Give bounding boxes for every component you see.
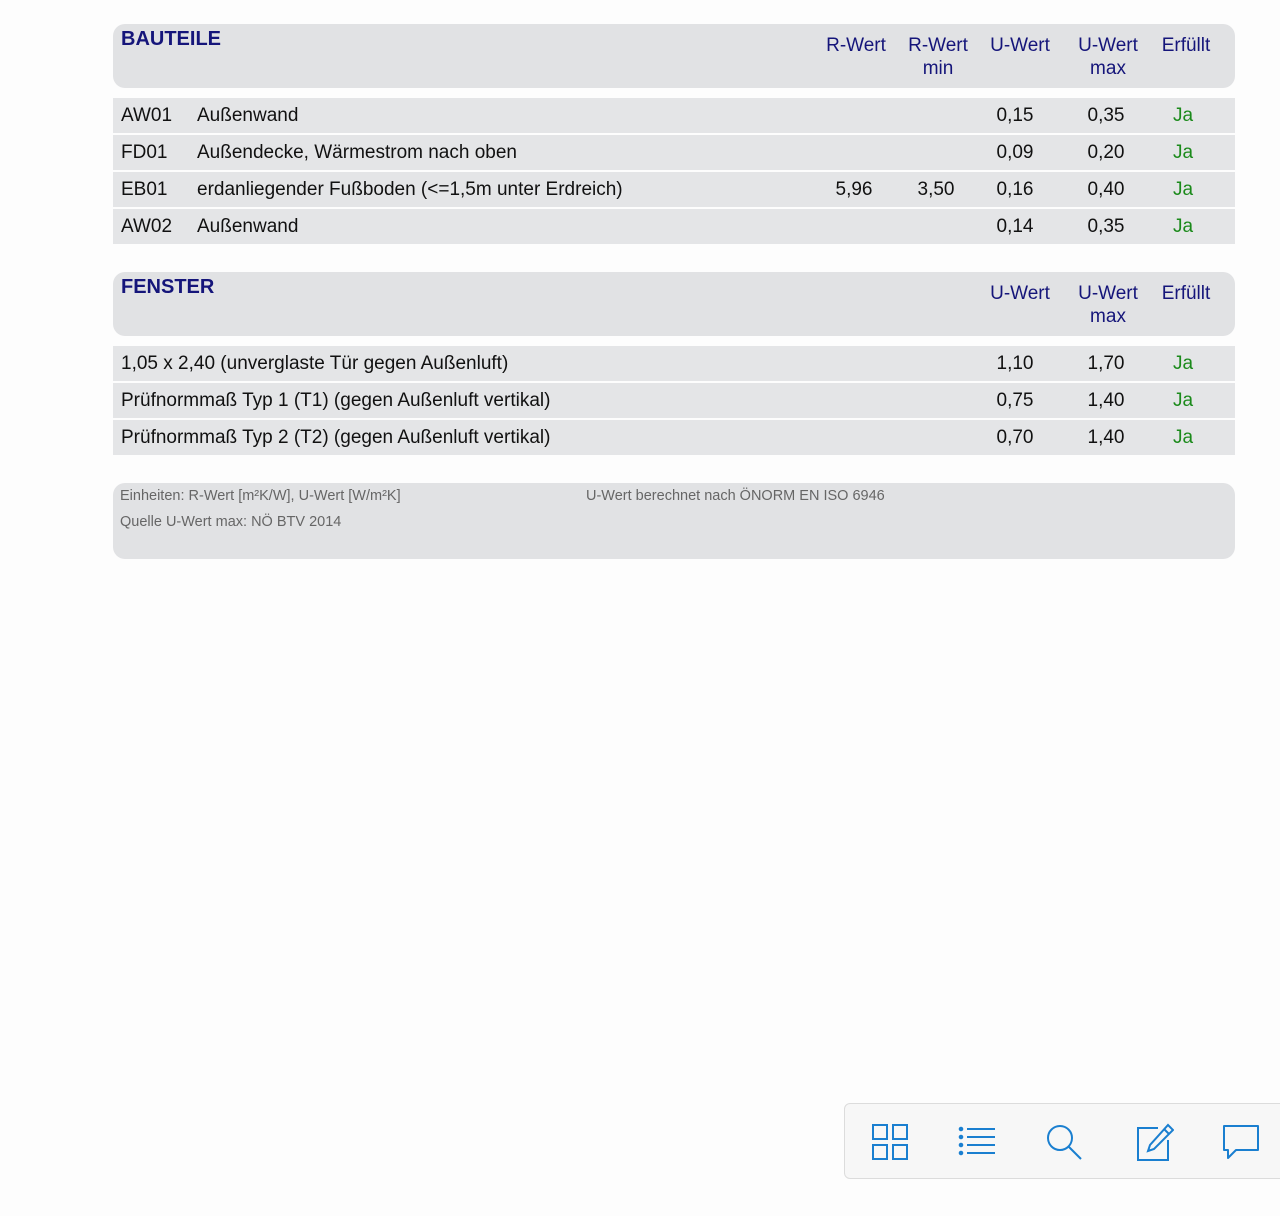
col-header-u-wert-max: U-Wert max (1078, 35, 1138, 79)
bauteil-code: EB01 (121, 179, 168, 200)
comment-icon (1220, 1122, 1260, 1162)
search-button[interactable] (1042, 1120, 1086, 1164)
col-header-u-wert: U-Wert (990, 35, 1050, 56)
bauteil-name: Außenwand (197, 105, 299, 126)
erfuellt-value: Ja (1172, 105, 1194, 126)
table-row (113, 420, 1235, 455)
calc-note: U-Wert berechnet nach ÖNORM EN ISO 6946 (586, 488, 885, 504)
list-icon (957, 1122, 997, 1162)
source-note: Quelle U-Wert max: NÖ BTV 2014 (120, 514, 342, 530)
u-wert-max-value: 0,35 (1087, 216, 1125, 237)
edit-icon (1134, 1122, 1174, 1162)
footer-notes (113, 483, 1235, 559)
erfuellt-value: Ja (1172, 427, 1194, 448)
erfuellt-value: Ja (1172, 390, 1194, 411)
bauteil-name: Außendecke, Wärmestrom nach oben (197, 142, 517, 163)
col-header-r-wert-min: R-Wert min (908, 35, 968, 79)
bauteil-name: erdanliegender Fußboden (<=1,5m unter Erdreich) (197, 179, 623, 200)
col-header-u-wert-max: U-Wert max (1078, 283, 1138, 327)
u-wert-value: 1,10 (996, 353, 1034, 374)
u-wert-max-value: 1,70 (1087, 353, 1125, 374)
u-wert-max-value: 0,35 (1087, 105, 1125, 126)
table-row (113, 135, 1235, 170)
comment-button[interactable] (1218, 1120, 1262, 1164)
col-header-r-wert: R-Wert (826, 35, 886, 56)
u-wert-value: 0,09 (996, 142, 1034, 163)
fenster-name: 1,05 x 2,40 (unverglaste Tür gegen Außenluft) (121, 353, 509, 374)
col-header-u-wert: U-Wert (990, 283, 1050, 304)
col-header-erfuellt: Erfüllt (1161, 283, 1211, 304)
erfuellt-value: Ja (1172, 142, 1194, 163)
r-wert-min-value: 3,50 (917, 179, 955, 200)
u-wert-max-value: 1,40 (1087, 427, 1125, 448)
units-note: Einheiten: R-Wert [m²K/W], U-Wert [W/m²K] (120, 488, 401, 504)
u-wert-value: 0,70 (996, 427, 1034, 448)
table-row (113, 209, 1235, 244)
search-icon (1044, 1122, 1084, 1162)
r-wert-value: 5,96 (835, 179, 873, 200)
grid-icon (870, 1122, 910, 1162)
fenster-name: Prüfnormmaß Typ 1 (T1) (gegen Außenluft vertikal) (121, 390, 551, 411)
u-wert-max-value: 1,40 (1087, 390, 1125, 411)
u-wert-value: 0,15 (996, 105, 1034, 126)
fenster-title: FENSTER (121, 276, 215, 298)
erfuellt-value: Ja (1172, 216, 1194, 237)
u-wert-value: 0,75 (996, 390, 1034, 411)
edit-button[interactable] (1132, 1120, 1176, 1164)
list-view-button[interactable] (955, 1120, 999, 1164)
bauteil-name: Außenwand (197, 216, 299, 237)
u-wert-max-value: 0,20 (1087, 142, 1125, 163)
u-wert-value: 0,16 (996, 179, 1034, 200)
u-wert-value: 0,14 (996, 216, 1034, 237)
grid-view-button[interactable] (868, 1120, 912, 1164)
fenster-header (113, 272, 1235, 336)
bauteile-title: BAUTEILE (121, 28, 221, 50)
fenster-name: Prüfnormmaß Typ 2 (T2) (gegen Außenluft vertikal) (121, 427, 551, 448)
table-row (113, 383, 1235, 418)
bauteil-code: AW01 (121, 105, 173, 126)
table-row (113, 346, 1235, 381)
bottom-toolbar (844, 1103, 1280, 1179)
bauteile-header (113, 24, 1235, 88)
erfuellt-value: Ja (1172, 179, 1194, 200)
u-wert-max-value: 0,40 (1087, 179, 1125, 200)
table-row (113, 172, 1235, 207)
bauteil-code: AW02 (121, 216, 173, 237)
erfuellt-value: Ja (1172, 353, 1194, 374)
table-row (113, 98, 1235, 133)
bauteil-code: FD01 (121, 142, 168, 163)
col-header-erfuellt: Erfüllt (1161, 35, 1211, 56)
